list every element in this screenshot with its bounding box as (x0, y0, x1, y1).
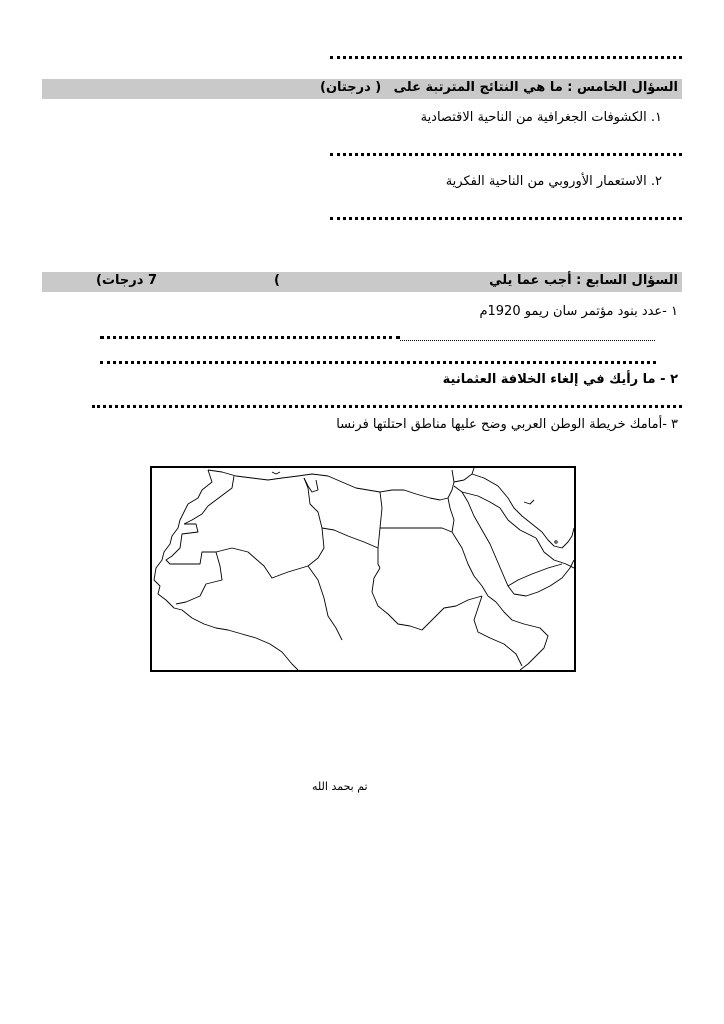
answer-line-q7-1b[interactable] (100, 336, 400, 339)
question-7-grade-open: ( (274, 273, 280, 288)
closing-text: تم بحمد الله (312, 780, 368, 793)
answer-line-q5-2[interactable] (330, 217, 682, 220)
question-7-header (42, 272, 682, 292)
answer-line-q5-1[interactable] (330, 153, 682, 156)
question-5-item-2: ٢. الاستعمار الأوروبي من الناحية الفكرية (445, 174, 662, 189)
answer-line-q7-1c[interactable] (100, 361, 656, 364)
answer-line-q7-2[interactable] (92, 405, 682, 408)
question-5-grade: ( درجتان) (320, 80, 382, 95)
question-7-title: السؤال السابع : أجب عما يلي (489, 273, 678, 288)
arab-world-map[interactable] (150, 466, 576, 672)
arab-world-map-icon (152, 468, 574, 670)
question-5-header (42, 79, 682, 99)
question-7-grade: 7 درجات) (96, 273, 157, 288)
question-7-item-1: ١ -عدد بنود مؤتمر سان ريمو 1920م (479, 304, 678, 319)
answer-line-q7-1a[interactable] (400, 340, 655, 341)
question-7-item-3: ٣ -أمامك خريطة الوطن العربي وضح عليها مناطق احتلتها فرنسا (336, 417, 678, 432)
answer-line-top[interactable] (330, 56, 682, 59)
question-5-item-1: ١. الكشوفات الجغرافية من الناحية الاقتصادية (420, 110, 662, 125)
question-5-title: السؤال الخامس : ما هي النتائج المترتبة على (393, 80, 678, 95)
question-7-item-2: ٢ - ما رأيك في إلغاء الخلافة العثمانية (442, 372, 678, 387)
